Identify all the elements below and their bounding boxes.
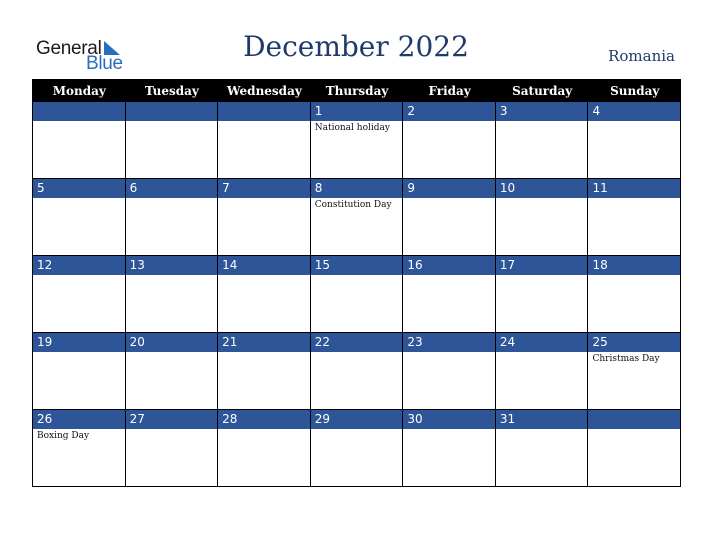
weeks-container [33, 102, 681, 487]
day-number: 28 [218, 410, 310, 429]
day-cell[interactable] [311, 256, 404, 333]
day-number: 19 [33, 333, 125, 352]
day-cell[interactable] [496, 179, 589, 256]
day-number: 7 [218, 179, 310, 198]
day-cell[interactable] [403, 179, 496, 256]
day-number: 31 [496, 410, 588, 429]
holiday-label [403, 121, 495, 123]
day-cell[interactable] [496, 256, 589, 333]
holiday-label [33, 275, 125, 277]
day-cell[interactable] [33, 410, 126, 487]
day-number: 27 [126, 410, 218, 429]
day-number: 11 [588, 179, 680, 198]
weekday-header: Wednesday [227, 84, 302, 98]
day-cell[interactable] [311, 333, 404, 410]
day-cell[interactable] [126, 179, 219, 256]
holiday-label [403, 429, 495, 431]
day-number: 29 [311, 410, 403, 429]
holiday-label [33, 352, 125, 354]
logo-blue-text: Blue [86, 53, 123, 74]
day-cell[interactable] [496, 102, 589, 179]
day-number [218, 102, 310, 121]
day-cell[interactable] [33, 256, 126, 333]
day-number: 18 [588, 256, 680, 275]
day-cell[interactable] [126, 102, 219, 179]
day-number [588, 410, 680, 429]
day-cell[interactable] [496, 333, 589, 410]
holiday-label [403, 275, 495, 277]
holiday-label [403, 198, 495, 200]
day-cell[interactable] [588, 102, 681, 179]
day-number: 2 [403, 102, 495, 121]
holiday-label [218, 121, 310, 123]
holiday-label [496, 198, 588, 200]
day-number: 8 [311, 179, 403, 198]
day-cell[interactable] [588, 256, 681, 333]
day-number: 16 [403, 256, 495, 275]
holiday-label [311, 275, 403, 277]
day-cell[interactable] [33, 102, 126, 179]
weekday-header: Sunday [610, 84, 660, 98]
holiday-label [218, 429, 310, 431]
holiday-label [588, 198, 680, 200]
day-number: 6 [126, 179, 218, 198]
day-number: 22 [311, 333, 403, 352]
holiday-label [403, 352, 495, 354]
day-number: 4 [588, 102, 680, 121]
weekday-header: Monday [52, 84, 106, 98]
holiday-label [311, 429, 403, 431]
holiday-label [218, 198, 310, 200]
holiday-label [218, 275, 310, 277]
holiday-label: Constitution Day [314, 200, 392, 210]
holiday-label [126, 198, 218, 200]
week-row [33, 179, 681, 256]
day-number [126, 102, 218, 121]
calendar-grid [32, 79, 681, 487]
day-number: 9 [403, 179, 495, 198]
day-cell[interactable] [496, 410, 589, 487]
day-cell[interactable] [588, 179, 681, 256]
holiday-label: National holiday [314, 123, 390, 133]
holiday-label: Boxing Day [37, 431, 90, 441]
day-cell[interactable] [218, 333, 311, 410]
day-cell[interactable] [33, 179, 126, 256]
day-number: 13 [126, 256, 218, 275]
holiday-label [588, 429, 680, 431]
day-cell[interactable] [403, 256, 496, 333]
day-cell[interactable] [126, 256, 219, 333]
holiday-label: Christmas Day [592, 354, 660, 364]
day-cell[interactable] [218, 256, 311, 333]
day-number: 3 [496, 102, 588, 121]
day-number: 5 [33, 179, 125, 198]
day-number: 25 [588, 333, 680, 352]
day-cell[interactable] [218, 102, 311, 179]
day-cell[interactable] [588, 410, 681, 487]
holiday-label [218, 352, 310, 354]
day-cell[interactable] [311, 179, 404, 256]
day-number: 14 [218, 256, 310, 275]
day-cell[interactable] [218, 179, 311, 256]
weekday-header: Saturday [512, 84, 573, 98]
day-number: 23 [403, 333, 495, 352]
day-number: 30 [403, 410, 495, 429]
holiday-label [33, 121, 125, 123]
holiday-label [496, 429, 588, 431]
day-number: 15 [311, 256, 403, 275]
week-row [33, 333, 681, 410]
weekday-header: Thursday [325, 84, 389, 98]
day-cell[interactable] [33, 333, 126, 410]
day-cell[interactable] [403, 102, 496, 179]
day-number: 17 [496, 256, 588, 275]
day-cell[interactable] [403, 333, 496, 410]
day-number: 24 [496, 333, 588, 352]
week-row [33, 102, 681, 179]
day-number: 12 [33, 256, 125, 275]
holiday-label [496, 275, 588, 277]
day-cell[interactable] [218, 410, 311, 487]
day-cell[interactable] [311, 102, 404, 179]
week-row [33, 256, 681, 333]
holiday-label [588, 121, 680, 123]
holiday-label [126, 352, 218, 354]
holiday-label [126, 121, 218, 123]
day-number [33, 102, 125, 121]
weekday-header: Friday [428, 84, 471, 98]
day-cell[interactable] [588, 333, 681, 410]
day-number: 21 [218, 333, 310, 352]
week-row [33, 410, 681, 487]
day-number: 10 [496, 179, 588, 198]
day-number: 26 [33, 410, 125, 429]
holiday-label [588, 275, 680, 277]
day-number: 1 [311, 102, 403, 121]
holiday-label [496, 121, 588, 123]
day-number: 20 [126, 333, 218, 352]
holiday-label [311, 352, 403, 354]
weekday-header-row [33, 80, 681, 102]
holiday-label [126, 275, 218, 277]
day-cell[interactable] [311, 410, 404, 487]
holiday-label [126, 429, 218, 431]
day-cell[interactable] [126, 333, 219, 410]
holiday-label [33, 198, 125, 200]
logo-general-text: General [36, 38, 102, 59]
day-cell[interactable] [126, 410, 219, 487]
country-label: Romania [608, 47, 675, 65]
weekday-header: Tuesday [144, 84, 199, 98]
day-cell[interactable] [403, 410, 496, 487]
holiday-label [496, 352, 588, 354]
calendar-title: December 2022 [243, 30, 469, 63]
